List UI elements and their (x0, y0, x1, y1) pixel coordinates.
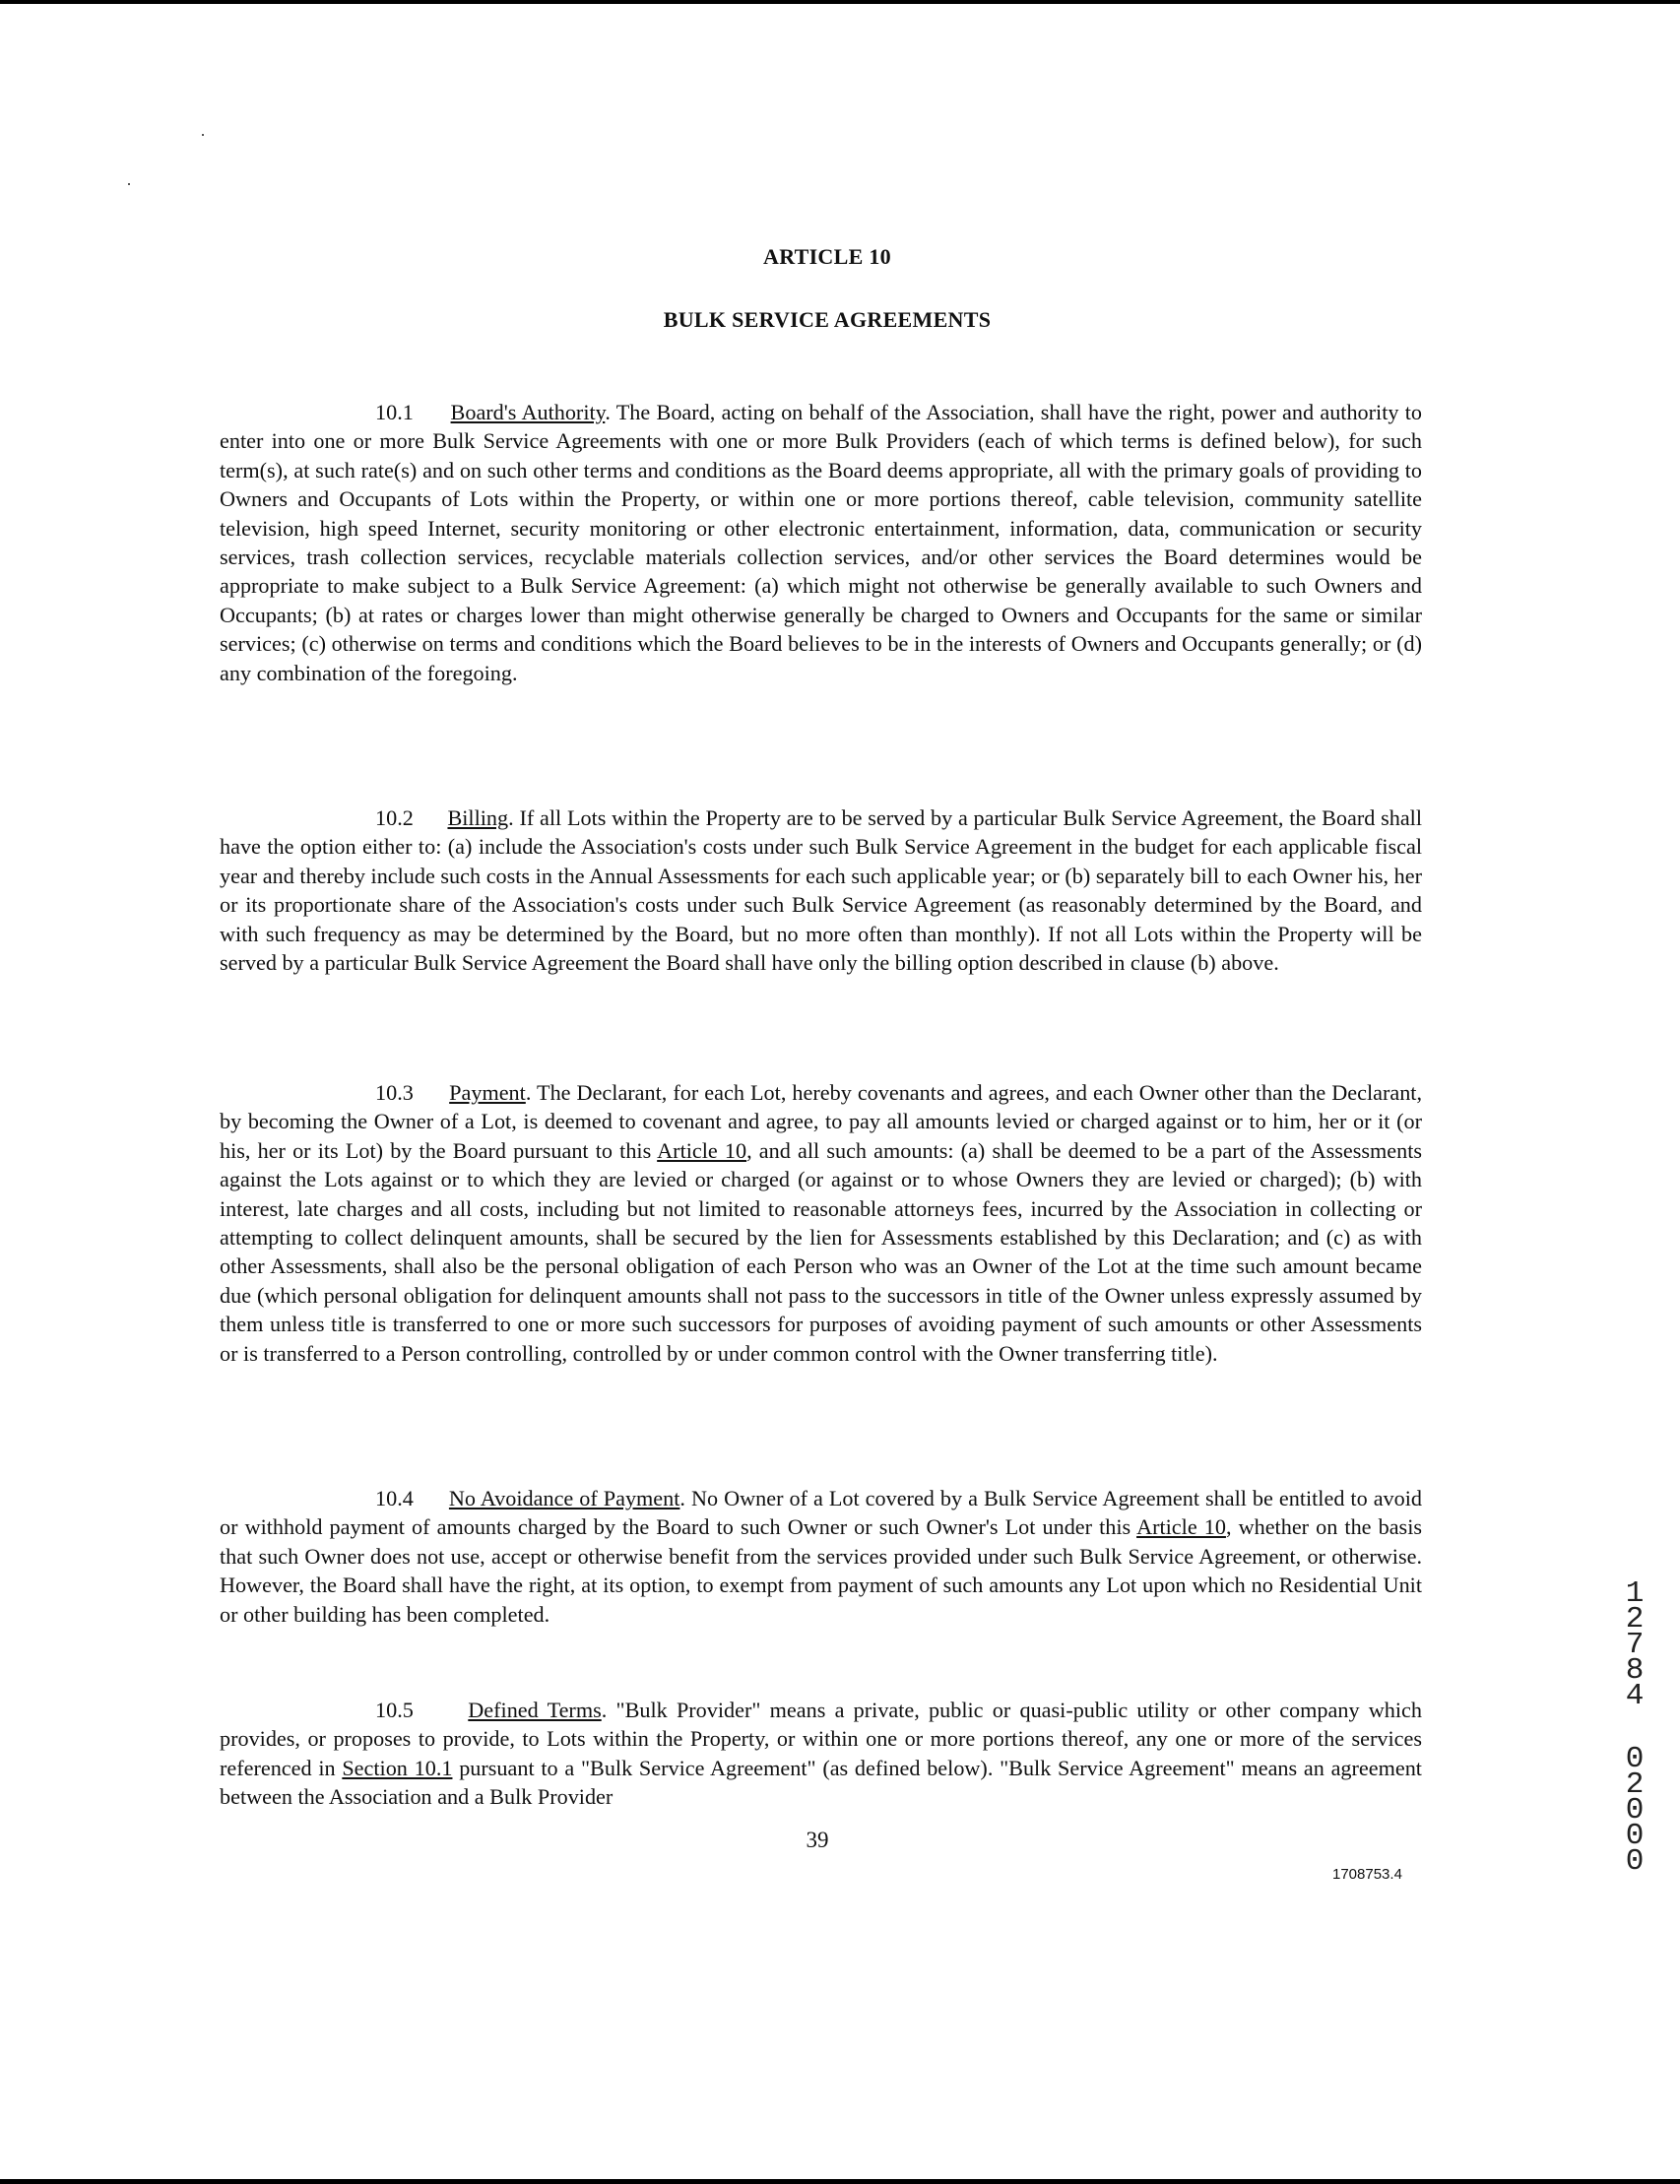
section-10-5 (220, 1696, 1422, 1812)
stamp-digit: 2 (1625, 1602, 1645, 1637)
stamp-digit: 4 (1625, 1679, 1645, 1713)
article-title: ARTICLE 10 (763, 244, 891, 269)
section-body: . The Declarant, for each Lot, hereby covenants and agrees, and each Owner other than the Declarant, by becoming the Owner of a Lot, is deemed to covenant and agree, to pay all amounts levied or charged against or to him, her or it (or his, her or its Lot) by the Board pursuant to this (220, 1080, 1422, 1163)
section-body: . No Owner of a Lot covered by a Bulk Service Agreement shall be entitled to avoid or withhold payment of amounts charged by the Board to such Owner or such Owner's Lot under this (220, 1486, 1422, 1540)
scan-speck (128, 183, 130, 185)
cross-reference: Article 10 (1136, 1514, 1226, 1540)
section-body: , and all such amounts: (a) shall be deemed to be a part of the Assessments against the Lots against or to which they are levied or charged (or against or to whose Owners they are levied or charged); (b) with interest, late charges and all costs, including but not limited to reasonable attorneys fees, incurred by the Association in collecting or attempting to collect delinquent amounts, shall be secured by the lien for Assessments established by this Declaration; and (c) as with other Assessments, shall also be the personal obligation of each Person who was an Owner of the Lot at the time such amount became due (which personal obligation for delinquent amounts shall not pass to the successors in title of the Owner unless expressly assumed by them unless title is transferred to one or more such successors for purposes of avoiding payment of such amounts or other Assessments or is transferred to a Person controlling, controlled by or under common control with the Owner transferring title). (220, 1137, 1422, 1366)
section-10-3 (220, 1078, 1422, 1368)
section-number: 10.2 (375, 805, 414, 830)
scan-bottom-edge (0, 2179, 1680, 2184)
stamp-digit: 7 (1625, 1628, 1645, 1662)
document-id: 1708753.4 (1332, 1866, 1402, 1883)
section-heading: No Avoidance of Payment (448, 1486, 680, 1510)
article-subtitle: BULK SERVICE AGREEMENTS (663, 307, 992, 332)
section-body: . "Bulk Provider" means a private, public or quasi-public utility or other company which provides, or proposes to provide, to Lots within the Property, or within one or more portions thereof, any one or more of the services referenced in (220, 1698, 1422, 1780)
section-number: 10.4 (375, 1486, 414, 1510)
scan-speck (202, 134, 204, 136)
stamp-digit: 0 (1625, 1844, 1645, 1879)
scan-top-edge (0, 0, 1680, 4)
section-number: 10.5 (375, 1698, 414, 1722)
section-heading: Payment (449, 1080, 526, 1105)
section-body: . The Board, acting on behalf of the Association, shall have the right, power and authority to enter into one or more Bulk Service Agreements with one or more Bulk Providers (each of which terms is defined below), for such term(s), at such rate(s) and on such other terms and conditions as the Board deems appropriate, all with the primary goals of providing to Owners and Occupants of Lots within the Property, or within one or more portions thereof, cable television, community satellite television, high speed Internet, security monitoring or other electronic entertainment, information, data, communication or security services, trash collection services, recyclable materials collection services, and/or other services the Board determines would be appropriate to make subject to a Bulk Service Agreement: (a) which might not otherwise be generally available to such Owners and Occupants; (b) at rates or charges lower than might otherwise generally be charged to Owners and Occupants for the same or similar services; (c) otherwise on terms and conditions which the Board believes to be in the interests of Owners and Occupants generally; or (d) any combination of the foregoing. (220, 400, 1422, 685)
stamp-digit: 8 (1625, 1653, 1645, 1688)
recording-stamp (1615, 1576, 1654, 1879)
cross-reference: Section 10.1 (342, 1755, 453, 1780)
page-number: 39 (806, 1828, 829, 1852)
cross-reference: Article 10 (657, 1137, 747, 1163)
section-number: 10.1 (375, 400, 414, 424)
stamp-digit: 1 (1625, 1576, 1645, 1611)
section-10-4 (220, 1484, 1422, 1629)
section-body: , whether on the basis that such Owner does not use, accept or otherwise benefit from the services provided under such Bulk Service Agreement, or otherwise. However, the Board shall have the right, at its option, to exempt from payment of such amounts any Lot upon which no Residential Unit or other building has been completed. (220, 1514, 1422, 1627)
section-heading: Defined Terms (468, 1698, 602, 1722)
section-10-1 (220, 398, 1422, 687)
stamp-digit: 2 (1625, 1767, 1645, 1802)
section-body: . If all Lots within the Property are to be served by a particular Bulk Service Agreement, the Board shall have the option either to: (a) include the Association's costs under such Bulk Service Agreement in the budget for each applicable fiscal year and thereby include such costs in the Annual Assessments for each such applicable year; or (b) separately bill to each Owner his, her or its proportionate share of the Association's costs under such Bulk Service Agreement (as reasonably determined by the Board, and with such frequency as may be determined by the Board, but no more often than monthly). If not all Lots within the Property will be served by a particular Bulk Service Agreement the Board shall have only the billing option described in clause (b) above. (220, 805, 1422, 976)
section-number: 10.3 (375, 1080, 414, 1105)
stamp-digit: 0 (1625, 1742, 1645, 1776)
section-heading: Board's Authority (450, 400, 606, 424)
stamp-digit: 0 (1625, 1793, 1645, 1828)
section-heading: Billing (447, 805, 509, 830)
stamp-digit: 0 (1625, 1819, 1645, 1853)
section-10-2 (220, 803, 1422, 977)
section-body: pursuant to a "Bulk Service Agreement" (as defined below). "Bulk Service Agreement" means an agreement between the Association and a Bulk Provider (220, 1755, 1422, 1810)
